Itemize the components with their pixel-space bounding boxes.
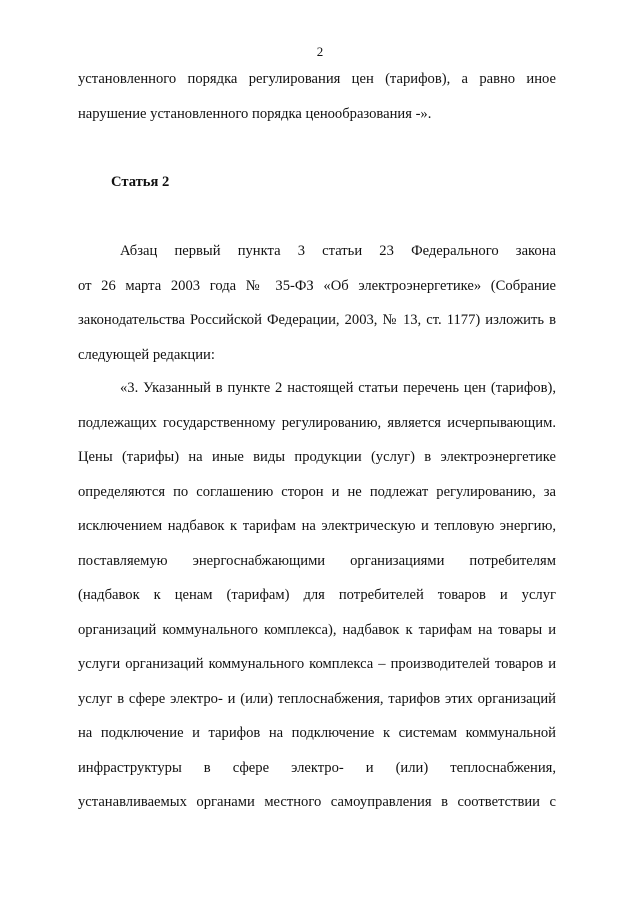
text-line: исключением надбавок к тарифам на электрическую и тепловую энергию, [78,518,556,534]
quoted-amendment-paragraph [78,371,556,820]
text-line: (надбавок к ценам (тарифам) для потребителей товаров и услуг [78,587,556,603]
text-line: поставляемую энергоснабжающими организациями потребителям [78,552,556,569]
text-line: нарушение установленного порядка ценообразования -». [78,105,432,122]
text-line: «3. Указанный в пункте 2 настоящей статьи перечень цен (тарифов), [120,380,556,396]
text-line: на подключение и тарифов на подключение к системам коммунальной [78,725,556,741]
text-line: определяются по соглашению сторон и не подлежат регулированию, за [78,483,556,500]
text-line: устанавливаемых органами местного самоуправления в соответствии с [78,794,556,810]
text-line: услуг в сфере электро- и (или) теплоснабжения, тарифов этих организаций [78,690,556,707]
intro-paragraph [78,62,556,131]
text-line: Цены (тарифы) на иные виды продукции (услуг) в электроэнергетике [78,449,556,465]
text-line: организаций коммунального комплекса), надбавок к тарифам на товары и [78,621,556,638]
article-heading: Статья 2 [111,174,170,190]
article-paragraph [78,234,556,372]
page-number: 2 [316,44,324,59]
text-line: подлежащих государственному регулированию, является исчерпывающим. [78,414,556,431]
text-line: следующей редакции: [78,346,215,363]
text-line: от 26 марта 2003 года № 35-ФЗ «Об электроэнергетике» (Собрание [78,277,556,294]
text-line: законодательства Российской Федерации, 2003, № 13, ст. 1177) изложить в [78,312,556,328]
text-line: услуги организаций коммунального комплекса – производителей товаров и [78,656,556,672]
text-line: инфраструктуры в сфере электро- и (или) теплоснабжения, [78,759,556,776]
text-line: Абзац первый пункта 3 статьи 23 Федерального закона [120,243,556,259]
text-line: установленного порядка регулирования цен (тарифов), а равно иное [78,71,556,87]
